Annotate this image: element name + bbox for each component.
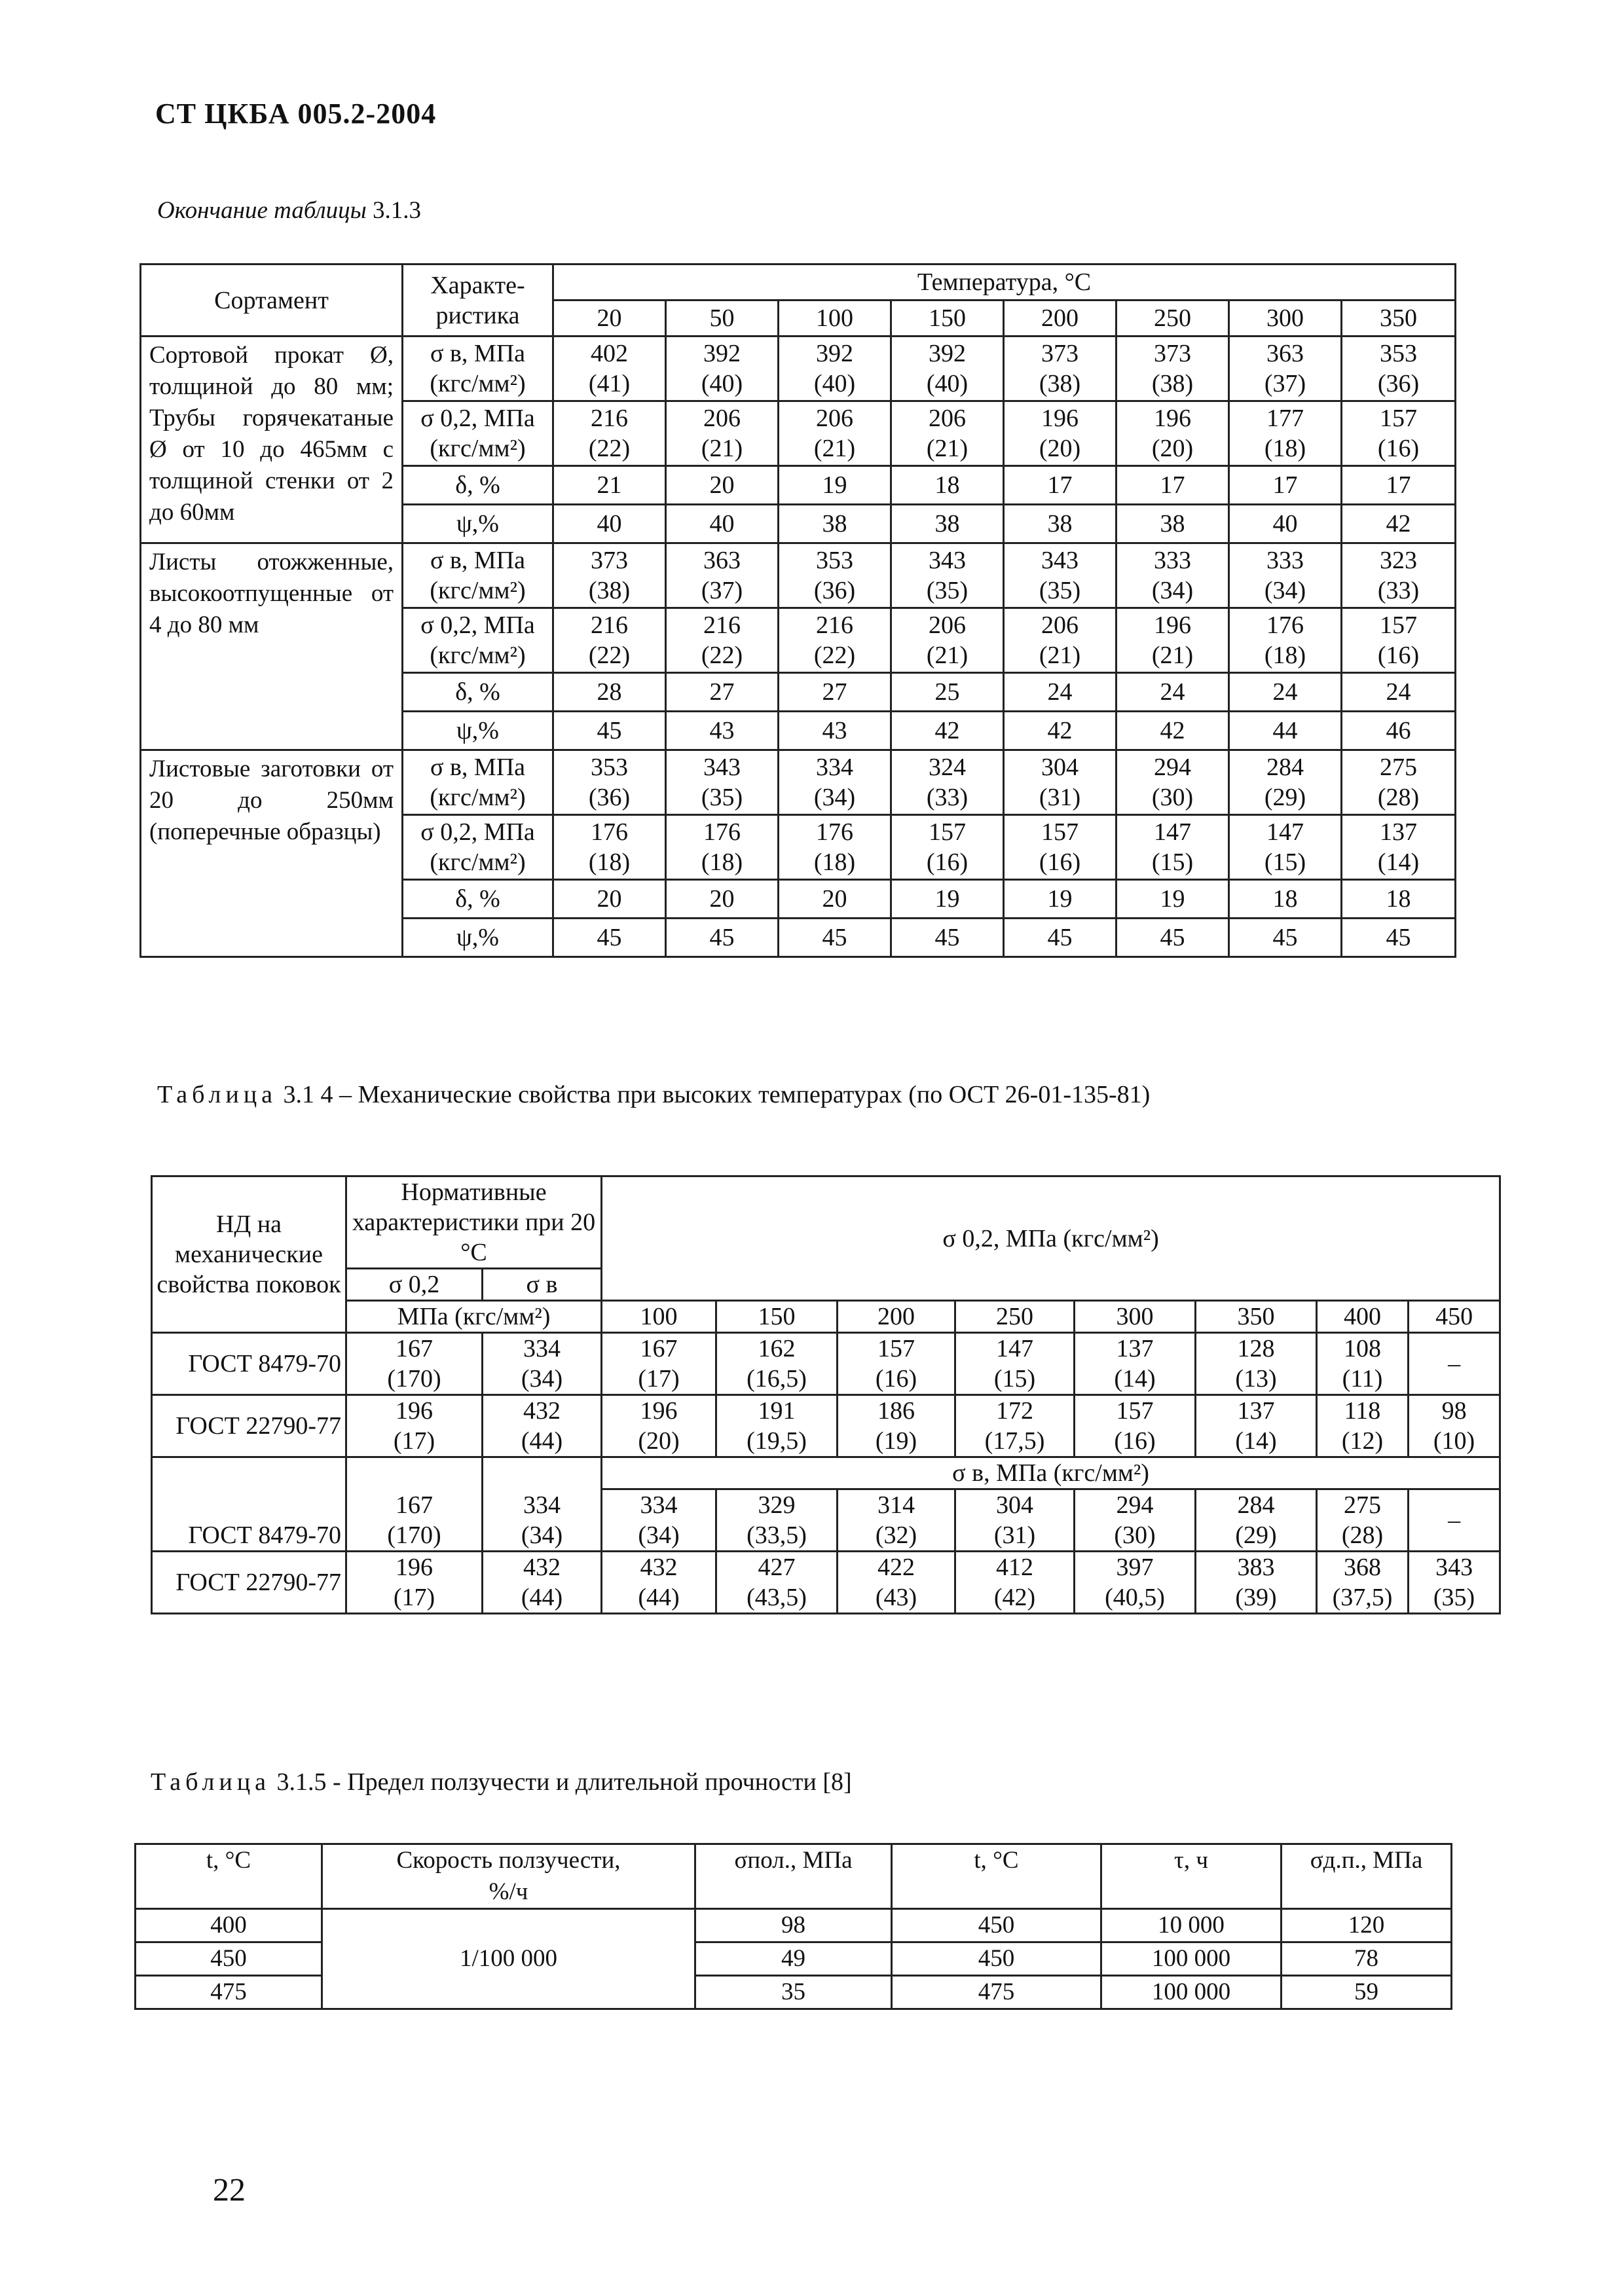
temperature-cell: 200 — [1004, 301, 1116, 337]
value-cell: 284 (29) — [1229, 750, 1342, 815]
properties-table — [139, 263, 1456, 958]
temperature-cell: 300 — [1075, 1301, 1196, 1333]
temperature-cell: 400 — [1317, 1301, 1409, 1333]
value-cell: 40 — [666, 505, 779, 543]
norm-cell: 196 (17) — [346, 1395, 483, 1457]
temperature-cell: 100 — [602, 1301, 716, 1333]
value-cell: 167 (17) — [602, 1333, 716, 1395]
normative-header: Нормативные характеристики при 20 °С — [346, 1176, 602, 1269]
value-cell: 137 (14) — [1075, 1333, 1196, 1395]
value-cell: 397 (40,5) — [1075, 1552, 1196, 1614]
value-cell: – — [1409, 1333, 1500, 1395]
temperature-cell: 350 — [1196, 1301, 1317, 1333]
header-row — [152, 1176, 1500, 1269]
temperature-cell: 450 — [136, 1942, 322, 1976]
column-header: t, °С — [892, 1844, 1101, 1909]
value-cell: 24 — [1004, 673, 1116, 712]
temperature-cell: 100 — [779, 301, 891, 337]
value-cell: 45 — [553, 919, 666, 957]
caption-number: 3.1.3 — [372, 197, 421, 224]
value-cell: 157 (16) — [1075, 1395, 1196, 1457]
temperature-cell: 50 — [666, 301, 779, 337]
header-row — [141, 264, 1456, 301]
temperature-header: Температура, °С — [553, 264, 1456, 301]
value-cell: 333 (34) — [1116, 543, 1229, 608]
value-cell: 45 — [1116, 919, 1229, 957]
value-cell: 363 (37) — [1229, 337, 1342, 401]
characteristic-cell: ψ,% — [403, 505, 553, 543]
characteristic-cell: δ, % — [403, 880, 553, 919]
product-label: Листовые заготовки от 20 до 250мм (поперечные образцы) — [141, 750, 403, 957]
value-cell: 17 — [1116, 466, 1229, 505]
time-cell: 10 000 — [1101, 1909, 1282, 1942]
characteristic-cell: ψ,% — [403, 712, 553, 750]
caption-text: 3.1 4 – Механические свойства при высоких температурах (по ОСТ 26-01-135-81) — [283, 1081, 1151, 1108]
table-caption — [157, 196, 421, 225]
characteristic-cell: σ в, МПа (кгс/мм²) — [403, 337, 553, 401]
characteristic-cell: σ в, МПа (кгс/мм²) — [403, 543, 553, 608]
product-label: Листы отожженные, высокоотпущенные от 4 до 80 мм — [141, 543, 403, 750]
value-cell: 368 (37,5) — [1317, 1552, 1409, 1614]
value-cell: 206 (21) — [891, 608, 1004, 673]
norm-cell: 167 (170) — [346, 1457, 483, 1552]
value-cell: 120 — [1282, 1909, 1452, 1942]
document-code: СТ ЦКБА 005.2-2004 — [155, 98, 437, 130]
temperature-cell: 200 — [838, 1301, 955, 1333]
value-cell: 383 (39) — [1196, 1552, 1317, 1614]
value-cell: 27 — [666, 673, 779, 712]
value-cell: 392 (40) — [666, 337, 779, 401]
temperature-cell: 475 — [136, 1976, 322, 2009]
value-cell: 304 (31) — [955, 1489, 1075, 1552]
value-cell: 157 (16) — [1342, 608, 1456, 673]
value-cell: 43 — [779, 712, 891, 750]
value-cell: 157 (16) — [1342, 401, 1456, 466]
table-row — [136, 1909, 1452, 1942]
table-row — [152, 1552, 1500, 1614]
value-cell: 191 (19,5) — [716, 1395, 838, 1457]
value-cell: 42 — [1342, 505, 1456, 543]
norm-cell: 334 (34) — [483, 1457, 602, 1552]
value-cell: 49 — [695, 1942, 892, 1976]
value-cell: 216 (22) — [553, 401, 666, 466]
value-cell: 45 — [1004, 919, 1116, 957]
norm-cell: 196 (17) — [346, 1552, 483, 1614]
value-cell: 20 — [779, 880, 891, 919]
sigmab-header: σ в — [483, 1269, 602, 1301]
value-cell: 38 — [1116, 505, 1229, 543]
caption-text: 3.1.5 - Предел ползучести и длительной прочности [8] — [276, 1768, 852, 1796]
value-cell: 157 (16) — [1004, 815, 1116, 880]
value-cell: 108 (11) — [1317, 1333, 1409, 1395]
value-cell: 128 (13) — [1196, 1333, 1317, 1395]
value-cell: 20 — [553, 880, 666, 919]
value-cell: 353 (36) — [553, 750, 666, 815]
sortament-header: Сортамент — [141, 264, 403, 337]
value-cell: 373 (38) — [553, 543, 666, 608]
value-cell: 18 — [891, 466, 1004, 505]
table-row — [141, 750, 1456, 815]
value-cell: 46 — [1342, 712, 1456, 750]
caption-label: Таблица — [151, 1768, 271, 1796]
table-caption — [151, 1768, 852, 1796]
value-cell: 324 (33) — [891, 750, 1004, 815]
unit-header: МПа (кгс/мм²) — [346, 1301, 602, 1333]
value-cell: 42 — [891, 712, 1004, 750]
value-cell: 17 — [1342, 466, 1456, 505]
value-cell: 329 (33,5) — [716, 1489, 838, 1552]
value-cell: 18 — [1229, 880, 1342, 919]
temperature-cell: 475 — [892, 1976, 1101, 2009]
value-cell: 42 — [1004, 712, 1116, 750]
norm-cell: 432 (44) — [483, 1395, 602, 1457]
value-cell: 216 (22) — [666, 608, 779, 673]
value-cell: 20 — [666, 466, 779, 505]
value-cell: 40 — [1229, 505, 1342, 543]
value-cell: 137 (14) — [1342, 815, 1456, 880]
value-cell: 118 (12) — [1317, 1395, 1409, 1457]
value-cell: 98 (10) — [1409, 1395, 1500, 1457]
nd-cell: ГОСТ 8479-70 — [152, 1333, 346, 1395]
product-label: Сортовой прокат Ø, толщиной до 80 мм; Трубы горячекатаные Ø от 10 до 465мм с толщиной стенки от 2 до 60мм — [141, 337, 403, 543]
table-row — [141, 337, 1456, 401]
value-cell: 45 — [666, 919, 779, 957]
page-number: 22 — [213, 2171, 246, 2208]
temperature-cell: 450 — [1409, 1301, 1500, 1333]
table-caption — [157, 1080, 1150, 1109]
value-cell: 432 (44) — [602, 1552, 716, 1614]
characteristic-cell: ψ,% — [403, 919, 553, 957]
value-cell: 196 (20) — [1004, 401, 1116, 466]
value-cell: 343 (35) — [666, 750, 779, 815]
value-cell: 78 — [1282, 1942, 1452, 1976]
value-cell: 343 (35) — [1409, 1552, 1500, 1614]
sigma-b-title-row — [152, 1457, 1500, 1489]
high-temperature-table — [151, 1175, 1501, 1614]
value-cell: 196 (21) — [1116, 608, 1229, 673]
value-cell: 17 — [1004, 466, 1116, 505]
characteristic-header: Характе- ристика — [403, 264, 553, 337]
value-cell: 186 (19) — [838, 1395, 955, 1457]
sigma02-header: σ 0,2 — [346, 1269, 483, 1301]
characteristic-cell: σ 0,2, МПа (кгс/мм²) — [403, 401, 553, 466]
value-cell: 294 (30) — [1116, 750, 1229, 815]
value-cell: 45 — [553, 712, 666, 750]
characteristic-cell: δ, % — [403, 466, 553, 505]
nd-header: НД на механические свойства поковок — [152, 1176, 346, 1333]
column-header: τ, ч — [1101, 1844, 1282, 1909]
value-cell: 21 — [553, 466, 666, 505]
value-cell: 402 (41) — [553, 337, 666, 401]
table-row — [152, 1333, 1500, 1395]
value-cell: 28 — [553, 673, 666, 712]
value-cell: 45 — [1229, 919, 1342, 957]
value-cell: 157 (16) — [838, 1333, 955, 1395]
temperature-cell: 250 — [1116, 301, 1229, 337]
nd-cell: ГОСТ 22790-77 — [152, 1552, 346, 1614]
temperature-cell: 350 — [1342, 301, 1456, 337]
value-cell: 363 (37) — [666, 543, 779, 608]
value-cell: 38 — [1004, 505, 1116, 543]
nd-cell: ГОСТ 22790-77 — [152, 1395, 346, 1457]
value-cell: 19 — [891, 880, 1004, 919]
norm-cell: 334 (34) — [483, 1333, 602, 1395]
value-cell: 25 — [891, 673, 1004, 712]
value-cell: 334 (34) — [602, 1489, 716, 1552]
column-header: σпол., МПа — [695, 1844, 892, 1909]
value-cell: 19 — [1004, 880, 1116, 919]
value-cell: 343 (35) — [891, 543, 1004, 608]
value-cell: 27 — [779, 673, 891, 712]
value-cell: 206 (21) — [891, 401, 1004, 466]
value-cell: 147 (15) — [1229, 815, 1342, 880]
temperature-cell: 150 — [716, 1301, 838, 1333]
temperature-cell: 250 — [955, 1301, 1075, 1333]
temperature-cell: 450 — [892, 1909, 1101, 1942]
value-cell: 172 (17,5) — [955, 1395, 1075, 1457]
value-cell: 412 (42) — [955, 1552, 1075, 1614]
value-cell: 157 (16) — [891, 815, 1004, 880]
temperature-cell: 150 — [891, 301, 1004, 337]
value-cell: 275 (28) — [1317, 1489, 1409, 1552]
value-cell: 40 — [553, 505, 666, 543]
value-cell: 177 (18) — [1229, 401, 1342, 466]
characteristic-cell: σ 0,2, МПа (кгс/мм²) — [403, 608, 553, 673]
value-cell: 323 (33) — [1342, 543, 1456, 608]
value-cell: 196 (20) — [1116, 401, 1229, 466]
speed-cell: 1/100 000 — [322, 1909, 695, 2009]
value-cell: 294 (30) — [1075, 1489, 1196, 1552]
value-cell: 38 — [779, 505, 891, 543]
temperature-cell: 450 — [892, 1942, 1101, 1976]
value-cell: 24 — [1116, 673, 1229, 712]
value-cell: 176 (18) — [779, 815, 891, 880]
temperature-cell: 400 — [136, 1909, 322, 1942]
caption-label: Таблица — [157, 1081, 278, 1108]
value-cell: 373 (38) — [1116, 337, 1229, 401]
value-cell: 38 — [891, 505, 1004, 543]
value-cell: 392 (40) — [891, 337, 1004, 401]
value-cell: – — [1409, 1489, 1500, 1552]
table-row — [152, 1395, 1500, 1457]
time-cell: 100 000 — [1101, 1976, 1282, 2009]
value-cell: 176 (18) — [1229, 608, 1342, 673]
value-cell: 216 (22) — [779, 608, 891, 673]
value-cell: 176 (18) — [553, 815, 666, 880]
value-cell: 427 (43,5) — [716, 1552, 838, 1614]
value-cell: 284 (29) — [1196, 1489, 1317, 1552]
value-cell: 343 (35) — [1004, 543, 1116, 608]
value-cell: 19 — [779, 466, 891, 505]
value-cell: 24 — [1229, 673, 1342, 712]
creep-table — [134, 1843, 1452, 2010]
value-cell: 206 (21) — [779, 401, 891, 466]
value-cell: 275 (28) — [1342, 750, 1456, 815]
header-row — [152, 1301, 1500, 1333]
characteristic-cell: δ, % — [403, 673, 553, 712]
column-header: σд.п., МПа — [1282, 1844, 1452, 1909]
value-cell: 17 — [1229, 466, 1342, 505]
sigmab-title: σ в, МПа (кгс/мм²) — [602, 1457, 1500, 1489]
characteristic-cell: σ в, МПа (кгс/мм²) — [403, 750, 553, 815]
value-cell: 20 — [666, 880, 779, 919]
temperature-cell: 20 — [553, 301, 666, 337]
value-cell: 59 — [1282, 1976, 1452, 2009]
value-cell: 334 (34) — [779, 750, 891, 815]
column-header: Скорость ползучести, %/ч — [322, 1844, 695, 1909]
value-cell: 216 (22) — [553, 608, 666, 673]
value-cell: 206 (21) — [1004, 608, 1116, 673]
value-cell: 373 (38) — [1004, 337, 1116, 401]
table-row — [141, 543, 1456, 608]
value-cell: 206 (21) — [666, 401, 779, 466]
value-cell: 35 — [695, 1976, 892, 2009]
value-cell: 176 (18) — [666, 815, 779, 880]
value-cell: 45 — [891, 919, 1004, 957]
value-cell: 43 — [666, 712, 779, 750]
value-cell: 45 — [779, 919, 891, 957]
value-cell: 18 — [1342, 880, 1456, 919]
value-cell: 353 (36) — [1342, 337, 1456, 401]
value-cell: 392 (40) — [779, 337, 891, 401]
value-cell: 147 (15) — [1116, 815, 1229, 880]
sigma02-title: σ 0,2, МПа (кгс/мм²) — [602, 1176, 1500, 1301]
value-cell: 196 (20) — [602, 1395, 716, 1457]
value-cell: 45 — [1342, 919, 1456, 957]
value-cell: 42 — [1116, 712, 1229, 750]
header-row — [136, 1844, 1452, 1909]
value-cell: 422 (43) — [838, 1552, 955, 1614]
value-cell: 314 (32) — [838, 1489, 955, 1552]
temperature-cell: 300 — [1229, 301, 1342, 337]
value-cell: 147 (15) — [955, 1333, 1075, 1395]
value-cell: 24 — [1342, 673, 1456, 712]
value-cell: 44 — [1229, 712, 1342, 750]
value-cell: 304 (31) — [1004, 750, 1116, 815]
value-cell: 137 (14) — [1196, 1395, 1317, 1457]
value-cell: 19 — [1116, 880, 1229, 919]
characteristic-cell: σ 0,2, МПа (кгс/мм²) — [403, 815, 553, 880]
value-cell: 353 (36) — [779, 543, 891, 608]
norm-cell: 167 (170) — [346, 1333, 483, 1395]
norm-cell: 432 (44) — [483, 1552, 602, 1614]
time-cell: 100 000 — [1101, 1942, 1282, 1976]
nd-cell: ГОСТ 8479-70 — [152, 1457, 346, 1552]
column-header: t, °С — [136, 1844, 322, 1909]
value-cell: 333 (34) — [1229, 543, 1342, 608]
caption-text: Окончание таблицы — [157, 197, 367, 224]
value-cell: 98 — [695, 1909, 892, 1942]
value-cell: 162 (16,5) — [716, 1333, 838, 1395]
